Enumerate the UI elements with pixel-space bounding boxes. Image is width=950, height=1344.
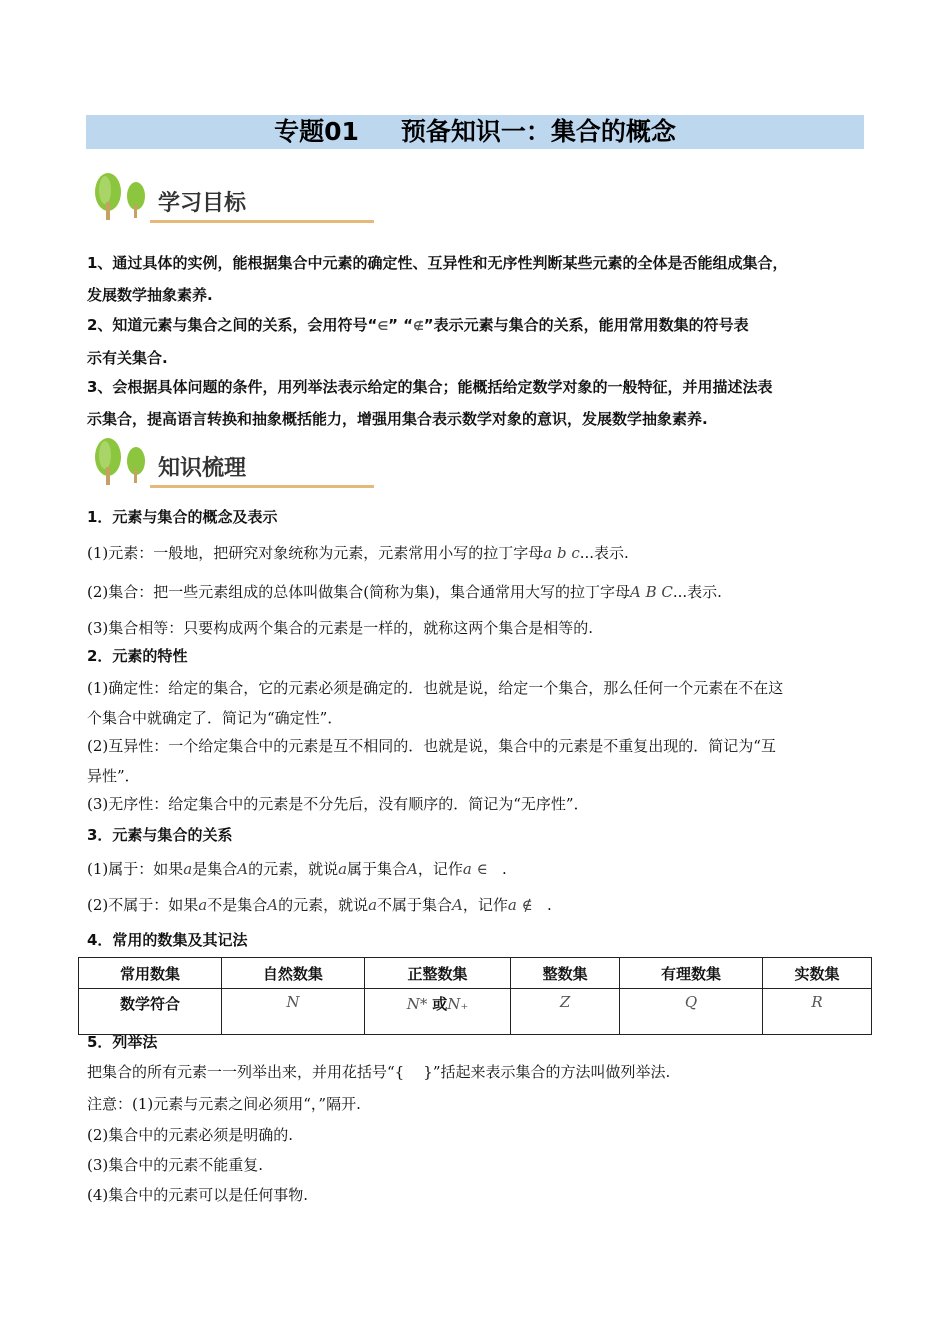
s1-paragraph-1 xyxy=(87,538,877,568)
symbol-n-plus: N₊ xyxy=(447,995,469,1013)
s3-p2-t5: ，记作 xyxy=(462,896,508,914)
table-header: 常用数集 xyxy=(79,958,222,989)
goal-2-line-2: 示有关集合. xyxy=(87,349,168,367)
s3-paragraph-2 xyxy=(87,890,877,920)
symbol-n-star: N* xyxy=(406,995,428,1013)
s2-p2-line-2: 异性”． xyxy=(87,767,140,785)
section-underline xyxy=(150,220,374,223)
s3-p2-t4: 不属于集合 xyxy=(377,896,453,914)
s3-p1-m5: a ∈ xyxy=(462,860,488,878)
element-of-symbol: ∈ xyxy=(377,319,389,333)
s3-p2-t6: . xyxy=(532,896,552,914)
s3-p2-t1: (2)不属于：如果 xyxy=(87,896,199,914)
s1-paragraph-2 xyxy=(87,577,877,607)
s3-p2-m5: a ∉ xyxy=(507,896,533,914)
s3-p1-t2: 是集合 xyxy=(192,860,238,878)
s5-paragraph-1: 把集合的所有元素一一列举出来，并用花括号“{ }”括起来表示集合的方法叫做列举法. xyxy=(87,1063,671,1081)
s1-p2-text: (2)集合：把一些元素组成的总体叫做集合(简称为集)，集合通常用大写的拉丁字母 xyxy=(87,583,630,601)
section-head-knowledge xyxy=(90,437,290,497)
heading-2: 2．元素的特性 xyxy=(87,647,188,665)
s3-p1-m3: a xyxy=(338,860,348,878)
s2-p1-line-1: (1)确定性：给定的集合，它的元素必须是确定的．也就是说，给定一个集合，那么任何一个元素在不在这 xyxy=(87,679,784,697)
s3-p2-m1: a xyxy=(198,896,208,914)
goal-2 xyxy=(87,309,877,374)
section-label-goals: 学习目标 xyxy=(158,191,247,216)
symbol-z: Z xyxy=(559,993,571,1011)
table-row-label: 数学符合 xyxy=(79,989,222,1035)
heading-5: 5．列举法 xyxy=(87,1033,158,1051)
title-prefix: 专题01 xyxy=(274,117,359,146)
table-header: 有理数集 xyxy=(620,958,763,989)
section-underline xyxy=(150,485,374,488)
s3-p1-t3: 的元素，就说 xyxy=(248,860,339,878)
heading-1: 1．元素与集合的概念及表示 xyxy=(87,508,278,526)
s3-p1-m2: A xyxy=(237,860,249,878)
goal-2-text-b: ”表示元素与集合的关系，能用常用数集的符号表 xyxy=(423,316,749,334)
s3-p2-m3: a xyxy=(368,896,378,914)
s1-p1-math: a b c xyxy=(543,544,580,562)
tree-icon xyxy=(90,172,154,222)
s1-p1-text: (1)元素：一般地，把研究对象统称为元素，元素常用小写的拉丁字母 xyxy=(87,544,544,562)
s3-p1-m1: a xyxy=(183,860,193,878)
s3-p1-t1: (1)属于：如果 xyxy=(87,860,184,878)
number-sets-table xyxy=(78,957,872,1035)
s5-paragraph-3: (2)集合中的元素必须是明确的. xyxy=(87,1126,294,1144)
goal-1 xyxy=(87,247,877,311)
heading-4: 4．常用的数集及其记法 xyxy=(87,931,248,949)
symbol-q: Q xyxy=(684,993,698,1011)
s2-paragraph-1 xyxy=(87,673,877,733)
table-header: 正整数集 xyxy=(364,958,510,989)
title-main: 预备知识一：集合的概念 xyxy=(400,117,676,146)
heading-3: 3．元素与集合的关系 xyxy=(87,826,233,844)
goal-2-line-1 xyxy=(87,309,877,342)
table-header: 实数集 xyxy=(763,958,872,989)
s2-paragraph-3: (3)无序性：给定集合中的元素是不分先后，没有顺序的．简记为“无序性”． xyxy=(87,795,589,813)
s5-paragraph-2: 注意：(1)元素与元素之间必须用“，”隔开. xyxy=(87,1095,361,1113)
goal-2-text-mid: ” “ xyxy=(388,316,414,334)
s5-paragraph-5: (4)集合中的元素可以是任何事物. xyxy=(87,1186,309,1204)
s3-paragraph-1 xyxy=(87,854,877,884)
s2-paragraph-2 xyxy=(87,731,877,791)
s3-p1-m4: A xyxy=(407,860,418,878)
s2-p2-line-1: (2)互异性：一个给定集合中的元素是互不相同的．也就是说，集合中的元素是不重复出现的．简记为“互 xyxy=(87,737,776,755)
s3-p1-t5: ，记作 xyxy=(417,860,463,878)
table-header-row xyxy=(79,958,872,989)
goal-2-text-a: 2、知道元素与集合之间的关系，会用符号“ xyxy=(87,316,378,334)
not-element-of-symbol: ∉ xyxy=(413,319,424,333)
symbol-n: N xyxy=(286,993,300,1011)
goal-3-line-2: 示集合，提高语言转换和抽象概括能力，增强用集合表示数学对象的意识，发展数学抽象素养. xyxy=(87,410,708,428)
goal-1-line-2: 发展数学抽象素养. xyxy=(87,286,213,304)
s3-p2-m4: A xyxy=(452,896,463,914)
s3-p1-t6: . xyxy=(487,860,507,878)
goal-1-line-1: 1、通过具体的实例，能根据集合中元素的确定性、互异性和无序性判断某些元素的全体是否能组成集合， xyxy=(87,254,788,272)
table-header: 自然数集 xyxy=(221,958,364,989)
section-label-knowledge: 知识梳理 xyxy=(158,456,247,481)
s3-p2-m2: A xyxy=(267,896,279,914)
s3-p2-t2: 不是集合 xyxy=(207,896,268,914)
goal-3-line-1: 3、会根据具体问题的条件，用列举法表示给定的集合；能概括给定数学对象的一般特征，并用描述法表 xyxy=(87,378,773,396)
s3-p2-t3: 的元素，就说 xyxy=(278,896,369,914)
table-header: 整数集 xyxy=(511,958,620,989)
symbol-r: R xyxy=(811,993,823,1011)
section-head-goals xyxy=(90,172,290,232)
s2-p1-line-2: 个集合中就确定了．简记为“确定性”． xyxy=(87,709,343,727)
s1-p2-math: A B C xyxy=(629,583,673,601)
or-text: 或 xyxy=(432,995,448,1013)
page-title xyxy=(86,115,864,149)
s3-p1-t4: 属于集合 xyxy=(347,860,408,878)
title-bar xyxy=(86,115,864,149)
s1-paragraph-3: (3)集合相等：只要构成两个集合的元素是一样的，就称这两个集合是相等的. xyxy=(87,619,594,637)
goal-3 xyxy=(87,371,877,435)
s1-p1-tail: ...表示. xyxy=(579,544,629,562)
tree-icon xyxy=(90,437,154,487)
s5-paragraph-4: (3)集合中的元素不能重复. xyxy=(87,1156,264,1174)
s1-p2-tail: ...表示. xyxy=(672,583,722,601)
